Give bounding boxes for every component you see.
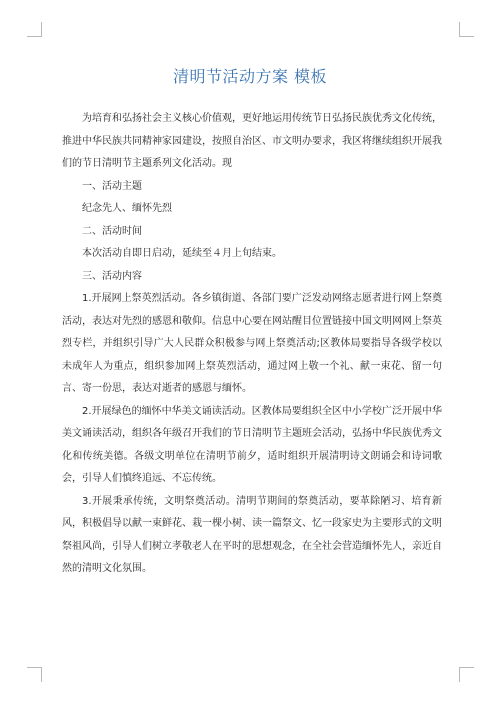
time-text: 本次活动自即日启动，延续至４月上旬结束。 — [82, 248, 282, 259]
document-body — [62, 108, 442, 581]
crop-mark-bottom-right — [459, 667, 474, 682]
content-item-1: 1.开展网上祭英烈活动。各乡镇街道、各部门要广泛发动网络志愿者进行网上祭奠活动，表达对先烈的感恩和敬仰。信息中心要在网站醒目位置链接中国文明网网上祭英烈专栏，并组织引导广大人民群众积极参与网上祭奠活动;区教体局要指导各级学校以未成年人为重点，组织参加网上祭英烈活动，通过网上敬一个礼、献一束花、留一句言、寄一份思，表达对逝者的感恩与缅怀。 — [62, 293, 442, 394]
section-heading-time: 二、活动时间 — [82, 225, 142, 237]
section-heading-theme: 一、活动主题 — [82, 180, 142, 192]
intro-paragraph: 为培育和弘扬社会主义核心价值观，更好地运用传统节日弘扬民族优秀文化传统，推进中华民族共同精神家园建设，按照自治区、市文明办要求，我区将继续组织开展我们的节日清明节主题系列文化活动。现 — [62, 113, 442, 169]
crop-mark-top-left — [27, 22, 42, 37]
crop-mark-bottom-left — [27, 667, 42, 682]
crop-mark-top-right — [459, 22, 474, 37]
content-item-3: 3.开展秉承传统，文明祭奠活动。清明节期间的祭奠活动，要革除陋习、培育新风，积极倡导以献一束鲜花、栽一棵小树、读一篇祭文、忆一段家史为主要形式的文明祭祖风尚，引导人们树立孝敬老人在平时的思想观念，在全社会营造缅怀先人，亲近自然的清明文化氛围。 — [62, 495, 442, 574]
section-heading-content: 三、活动内容 — [82, 270, 142, 282]
content-item-2: 2.开展绿色的缅怀中华美文诵读活动。区教体局要组织全区中小学校广泛开展中华美文诵读活动，组织各年级召开我们的节日清明节主题班会活动，弘扬中华民族优秀文化和传统美德。各级文明单位在清明节前夕，适时组织开展清明诗文朗诵会和诗词歌会，引导人们慎终追远、不忘传统。 — [62, 405, 442, 484]
theme-text: 纪念先人、缅怀先烈 — [82, 203, 172, 214]
document-title: 清明节活动方案 模板 — [172, 67, 328, 86]
